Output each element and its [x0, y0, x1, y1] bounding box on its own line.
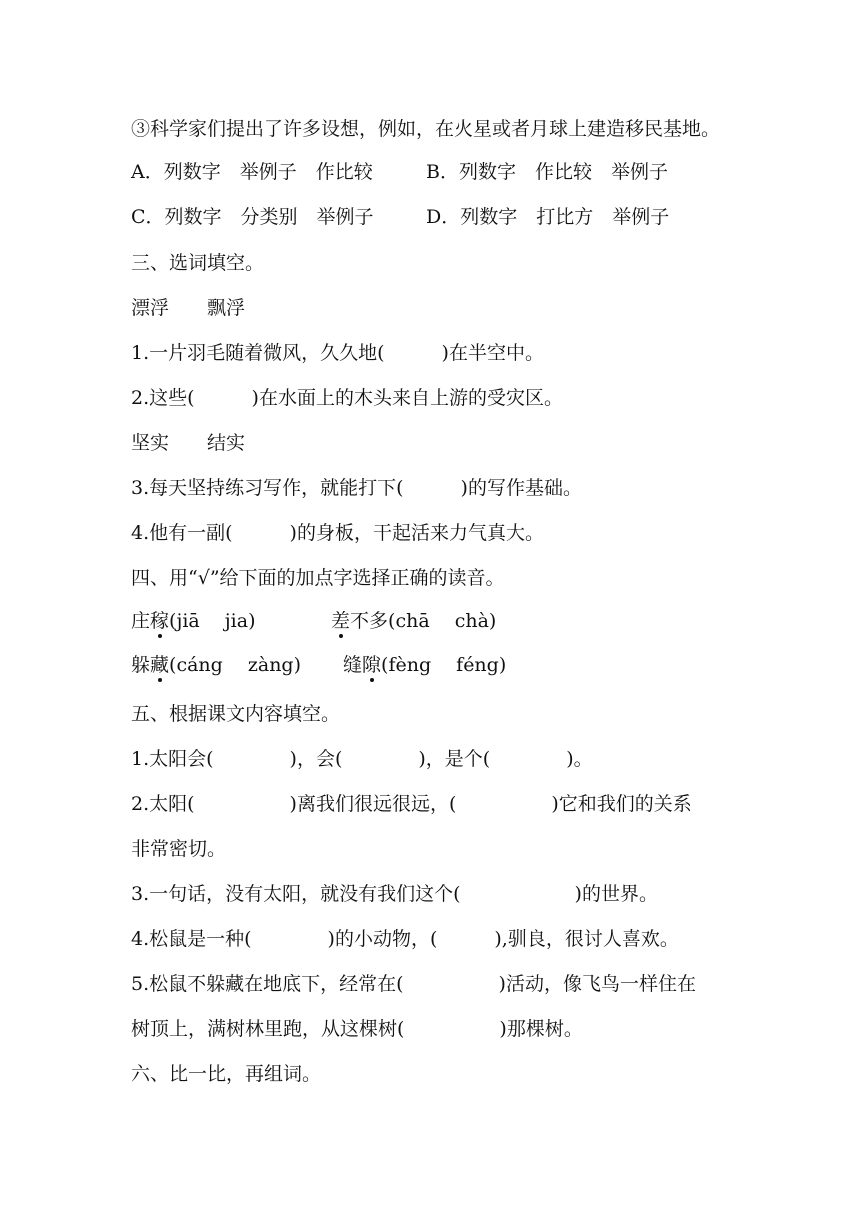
text-fill-5-line-1: 5.松鼠不躲藏在地底下，经常在( )活动，像飞鸟一样住在	[131, 973, 696, 995]
option-b: B．列数字 作比较 举例子	[426, 161, 668, 183]
pinyin-row-1	[131, 609, 731, 637]
dotted-character: 稼	[150, 610, 170, 632]
word-choices-1: 漂浮 飘浮	[131, 297, 246, 319]
option-a: A．列数字 举例子 作比较	[131, 161, 373, 183]
text-fill-1: 1.太阳会( )，会( )，是个( )。	[131, 748, 593, 770]
pinyin-word-duocang: 躲藏(cáng zàng)	[131, 654, 302, 676]
text-fill-2-line-1: 2.太阳( )离我们很远很远，( )它和我们的关系	[131, 793, 692, 815]
text-fill-2-line-2: 非常密切。	[131, 838, 227, 860]
pinyin-options: (chā chà)	[388, 610, 497, 632]
pinyin-word-chabuduo: 差不多(chā chà)	[331, 610, 497, 632]
options-row-cd	[131, 205, 731, 229]
pinyin-options: (jiā jia)	[169, 610, 256, 632]
option-c: C．列数字 分类别 举例子	[131, 206, 374, 228]
text-fill-4: 4.松鼠是一种( )的小动物，( ),驯良，很讨人喜欢。	[131, 928, 679, 950]
options-row-ab	[131, 160, 731, 184]
pinyin-word-zhuangjia: 庄稼(jiā jia)	[131, 610, 256, 632]
fill-question-4: 4.他有一副( )的身板，干起活来力气真大。	[131, 522, 544, 544]
pinyin-row-2	[131, 653, 731, 681]
pinyin-options: (fèng féng)	[381, 654, 507, 676]
text-fill-5-line-2: 树顶上，满树林里跑，从这棵树( )那棵树。	[131, 1018, 583, 1040]
section-3-heading: 三、选词填空。	[131, 252, 265, 274]
section-5-heading: 五、根据课文内容填空。	[131, 703, 341, 725]
section-6-heading: 六、比一比，再组词。	[131, 1063, 322, 1085]
word-choices-2: 坚实 结实	[131, 432, 246, 454]
pinyin-options: (cáng zàng)	[169, 654, 302, 676]
dotted-character: 差	[331, 610, 351, 632]
text-fill-3: 3.一句话，没有太阳，就没有我们这个( )的世界。	[131, 883, 658, 905]
fill-question-1: 1.一片羽毛随着微风，久久地( )在半空中。	[131, 342, 544, 364]
section-4-heading: 四、用“√”给下面的加点字选择正确的读音。	[131, 567, 505, 589]
fill-question-2: 2.这些( )在水面上的木头来自上游的受灾区。	[131, 387, 563, 409]
fill-question-3: 3.每天坚持练习写作，就能打下( )的写作基础。	[131, 477, 582, 499]
dotted-character: 藏	[150, 654, 170, 676]
pinyin-word-fengxi: 缝隙(fèng féng)	[343, 654, 507, 676]
dotted-character: 隙	[362, 654, 382, 676]
option-d: D．列数字 打比方 举例子	[426, 206, 670, 228]
example-sentence-3: ③科学家们提出了许多设想，例如，在火星或者月球上建造移民基地。	[131, 118, 721, 140]
